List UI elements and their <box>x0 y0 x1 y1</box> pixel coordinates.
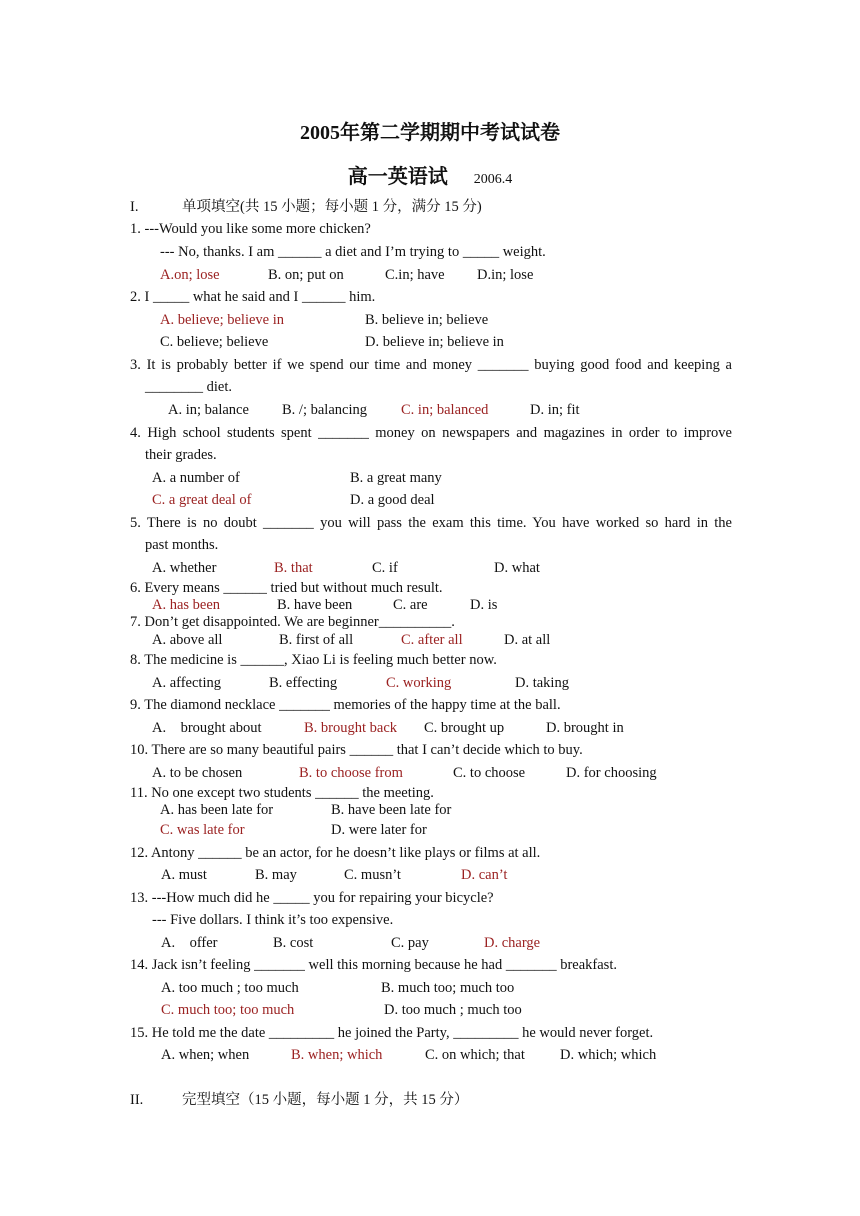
q9-option-a: A. brought about <box>152 720 262 736</box>
q15-option-d: D. which; which <box>560 1047 657 1063</box>
q13-option-d: D. charge <box>484 935 541 951</box>
q13-option-c: C. pay <box>391 935 429 951</box>
q3-option-a: A. in; balance <box>168 402 249 418</box>
exam-date: 2006.4 <box>473 172 513 187</box>
q1-stem-2: --- No, thanks. I am ______ a diet and I’m trying to _____ weight. <box>160 244 546 260</box>
exam-subtitle <box>0 160 860 189</box>
q5-option-b: B. that <box>274 560 313 576</box>
q1-option-c: C.in; have <box>385 267 445 283</box>
q8-option-d: D. taking <box>515 675 569 691</box>
q10-option-a: A. to be chosen <box>152 765 243 781</box>
q10-option-d: D. for choosing <box>566 765 657 781</box>
q2-option-d: D. believe in; believe in <box>365 334 504 350</box>
q5-option-c: C. if <box>372 560 398 576</box>
q8-option-b: B. effecting <box>269 675 338 691</box>
q3-stem: 3. It is probably better if we spend our time and money _______ buying good food and keeping a <box>130 357 732 373</box>
q14-option-a: A. too much ; too much <box>161 980 299 996</box>
section-2-heading: 完型填空（15 小题，每小题 1 分，共 15 分） <box>182 1092 469 1108</box>
q9-option-d: D. brought in <box>546 720 624 736</box>
q14-option-d: D. too much ; much too <box>384 1002 522 1018</box>
q4-option-d: D. a good deal <box>350 492 435 508</box>
q5-option-d: D. what <box>494 560 540 576</box>
q5-stem-2: past months. <box>145 537 219 553</box>
q3-option-c: C. in; balanced <box>401 402 489 418</box>
q14-option-c: C. much too; too much <box>161 1002 295 1018</box>
q5-stem: 5. There is no doubt _______ you will pass the exam this time. You have worked so hard in the <box>130 515 732 531</box>
q4-option-a: A. a number of <box>152 470 240 486</box>
q12-option-d: D. can’t <box>461 867 508 883</box>
section-1-number: I. <box>130 199 139 215</box>
q4-option-b: B. a great many <box>350 470 442 486</box>
q11-option-c: C. was late for <box>160 822 245 838</box>
q8-option-c: C. working <box>386 675 452 691</box>
q15-option-c: C. on which; that <box>425 1047 525 1063</box>
section-2-number: II. <box>130 1092 144 1108</box>
q2-stem: 2. I _____ what he said and I ______ him. <box>130 289 376 305</box>
q3-option-d: D. in; fit <box>530 402 580 418</box>
q11-stem: 11. No one except two students ______ the meeting. <box>130 785 434 801</box>
q8-stem: 8. The medicine is ______, Xiao Li is feeling much better now. <box>130 652 497 668</box>
q4-option-c: C. a great deal of <box>152 492 252 508</box>
q9-option-b: B. brought back <box>304 720 398 736</box>
q11-option-d: D. were later for <box>331 822 427 838</box>
q7-option-a: A. above all <box>152 632 223 648</box>
q2-option-b: B. believe in; believe <box>365 312 489 328</box>
subject-title: 高一英语试 <box>347 166 448 188</box>
q10-option-b: B. to choose from <box>299 765 403 781</box>
q1-option-b: B. on; put on <box>268 267 344 283</box>
q5-option-a: A. whether <box>152 560 217 576</box>
q11-option-a: A. has been late for <box>160 802 274 818</box>
q4-stem: 4. High school students spent _______ money on newspapers and magazines in order to improve <box>130 425 732 441</box>
q14-stem: 14. Jack isn’t feeling _______ well this morning because he had _______ breakfast. <box>130 957 617 973</box>
q12-option-c: C. musn’t <box>344 867 401 883</box>
q13-option-a: A. offer <box>161 935 218 951</box>
q9-option-c: C. brought up <box>424 720 505 736</box>
q8-option-a: A. affecting <box>152 675 221 691</box>
section-1-heading: 单项填空(共 15 小题；每小题 1 分，满分 15 分) <box>182 199 482 215</box>
q6-option-d: D. is <box>470 597 498 613</box>
q6-option-a: A. has been <box>152 597 221 613</box>
q3-stem-2: ________ diet. <box>145 379 232 395</box>
q13-stem: 13. ---How much did he _____ you for repairing your bicycle? <box>130 890 494 906</box>
exam-title: 2005年第二学期期中考试试卷 <box>300 122 560 144</box>
q1-option-d: D.in; lose <box>477 267 534 283</box>
q4-stem-2: their grades. <box>145 447 217 463</box>
q9-stem: 9. The diamond necklace _______ memories of the happy time at the ball. <box>130 697 561 713</box>
q3-option-b: B. /; balancing <box>282 402 367 418</box>
q2-option-c: C. believe; believe <box>160 334 269 350</box>
q15-option-b: B. when; which <box>291 1047 383 1063</box>
q2-option-a: A. believe; believe in <box>160 312 285 328</box>
q6-option-b: B. have been <box>277 597 353 613</box>
q6-option-c: C. are <box>393 597 428 613</box>
q15-stem: 15. He told me the date _________ he joined the Party, _________ he would never forget. <box>130 1025 654 1041</box>
q12-stem: 12. Antony ______ be an actor, for he doesn’t like plays or films at all. <box>130 845 541 861</box>
q13-stem-2: --- Five dollars. I think it’s too expensive. <box>152 912 394 928</box>
q11-option-b: B. have been late for <box>331 802 452 818</box>
q10-stem: 10. There are so many beautiful pairs ______ that I can’t decide which to buy. <box>130 742 583 758</box>
q12-option-b: B. may <box>255 867 297 883</box>
q12-option-a: A. must <box>161 867 207 883</box>
q10-option-c: C. to choose <box>453 765 526 781</box>
q15-option-a: A. when; when <box>161 1047 250 1063</box>
q13-option-b: B. cost <box>273 935 314 951</box>
q1-option-a: A.on; lose <box>160 267 220 283</box>
q6-stem: 6. Every means ______ tried but without much result. <box>130 580 443 596</box>
q14-option-b: B. much too; much too <box>381 980 515 996</box>
q7-option-d: D. at all <box>504 632 551 648</box>
q7-stem: 7. Don’t get disappointed. We are beginner__________. <box>130 614 455 630</box>
q1-stem: 1. ---Would you like some more chicken? <box>130 221 371 237</box>
q7-option-c: C. after all <box>401 632 463 648</box>
q7-option-b: B. first of all <box>279 632 354 648</box>
